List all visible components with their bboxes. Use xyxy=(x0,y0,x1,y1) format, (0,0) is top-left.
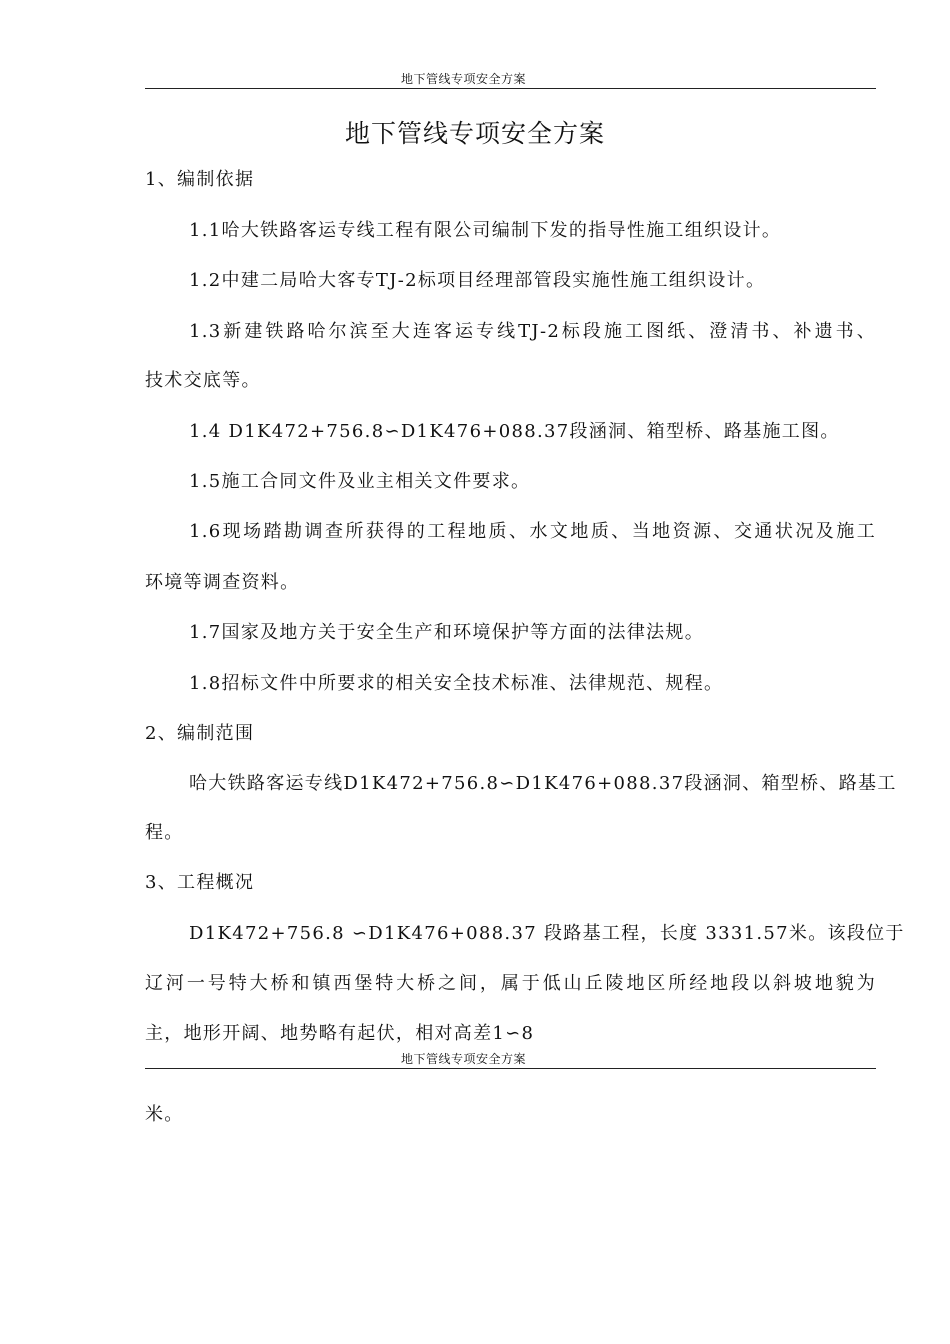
paragraph-scope-line-2: 程。 xyxy=(145,822,184,843)
paragraph-1-8: 1.8招标文件中所要求的相关安全技术标准、法律规范、规程。 xyxy=(189,673,724,694)
paragraph-1-3-line-2: 技术交底等。 xyxy=(145,370,261,391)
paragraph-1-6-line-2: 环境等调查资料。 xyxy=(145,572,300,593)
running-header-page-2 xyxy=(145,1048,876,1069)
running-header-title: 地下管线专项安全方案 xyxy=(401,72,527,86)
paragraph-scope-line-1: 哈大铁路客运专线D1K472+756.8∽D1K476+088.37段涵洞、箱型桥、路基工 xyxy=(189,773,897,794)
paragraph-overview-continuation: 米。 xyxy=(145,1104,184,1125)
section-heading-basis: 1、编制依据 xyxy=(145,169,255,190)
page-title: 地下管线专项安全方案 xyxy=(344,119,605,148)
paragraph-overview-line-2: 辽河一号特大桥和镇西堡特大桥之间，属于低山丘陵地区所经地段以斜坡地貌为 xyxy=(145,973,876,994)
running-header-title-page-2: 地下管线专项安全方案 xyxy=(401,1052,527,1066)
paragraph-1-3-line-1: 1.3新建铁路哈尔滨至大连客运专线TJ-2标段施工图纸、澄清书、补遗书、 xyxy=(189,321,876,342)
paragraph-1-7: 1.7国家及地方关于安全生产和环境保护等方面的法律法规。 xyxy=(189,622,705,643)
paragraph-1-4: 1.4 D1K472+756.8∽D1K476+088.37段涵洞、箱型桥、路基施工图。 xyxy=(189,421,840,442)
running-header xyxy=(145,68,876,89)
section-heading-overview: 3、工程概况 xyxy=(145,872,255,893)
paragraph-overview-line-1: D1K472+756.8 ∽D1K476+088.37 段路基工程，长度 3331.57米。该段位于 xyxy=(189,923,905,944)
paragraph-1-5: 1.5施工合同文件及业主相关文件要求。 xyxy=(189,471,531,492)
paragraph-1-6-line-1: 1.6现场踏勘调查所获得的工程地质、水文地质、当地资源、交通状况及施工 xyxy=(189,521,876,542)
paragraph-1-1: 1.1哈大铁路客运专线工程有限公司编制下发的指导性施工组织设计。 xyxy=(189,220,782,241)
paragraph-overview-line-3: 主，地形开阔、地势略有起伏，相对高差1∽8 xyxy=(145,1023,535,1044)
section-heading-scope: 2、编制范围 xyxy=(145,723,255,744)
paragraph-1-2: 1.2中建二局哈大客专TJ-2标项目经理部管段实施性施工组织设计。 xyxy=(189,270,766,291)
